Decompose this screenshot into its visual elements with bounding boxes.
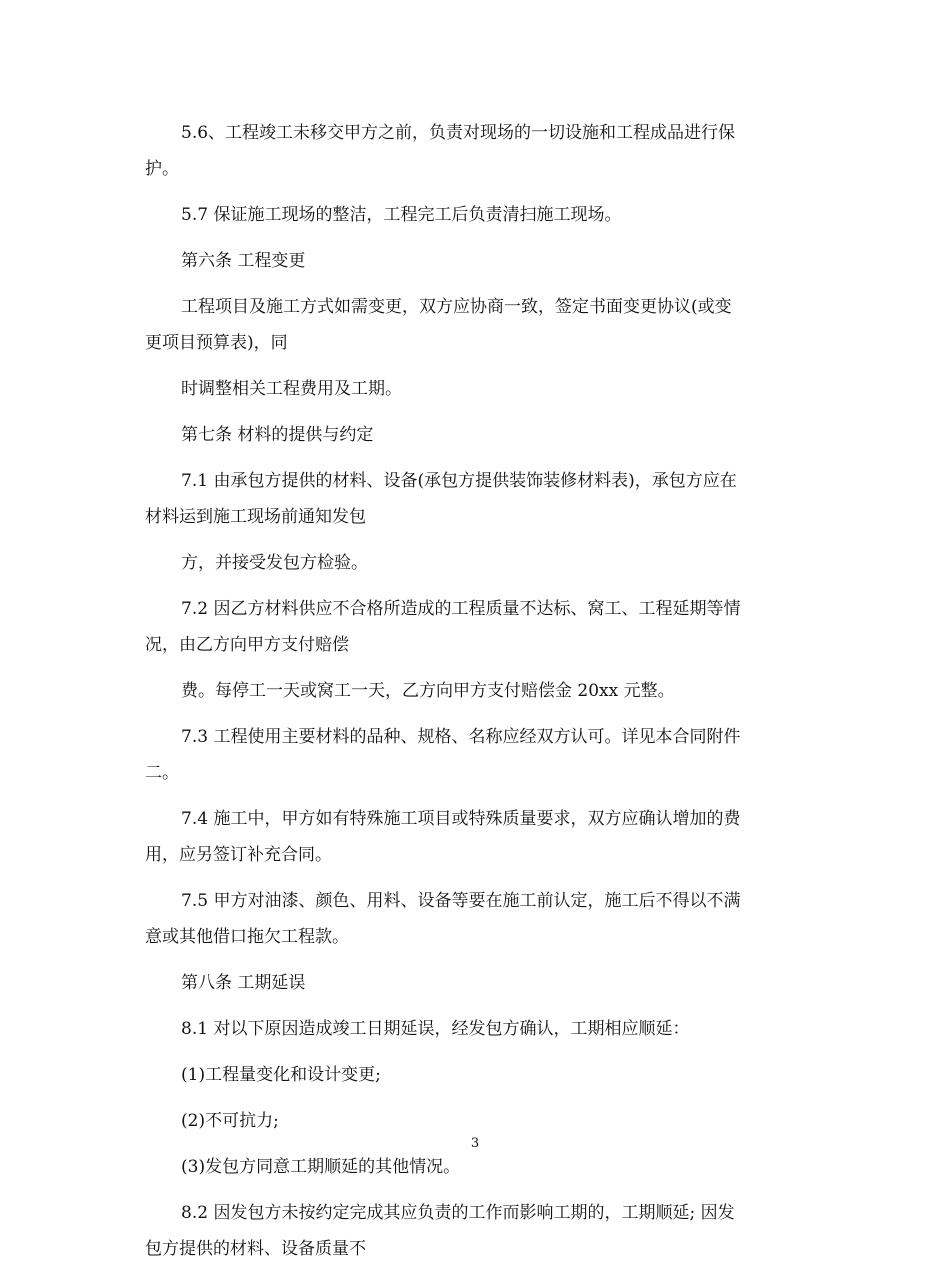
paragraph-7-1 (145, 463, 805, 535)
text-line: 护。 (145, 159, 179, 179)
text-line: 7.5 甲方对油漆、颜色、用料、设备等要在施工前认定，施工后不得以不满 (181, 891, 741, 911)
text-line: 用，应另签订补充合同。 (145, 845, 332, 865)
text-line: 8.1 对以下原因造成竣工日期延误，经发包方确认，工期相应顺延： (181, 1019, 690, 1039)
text-line: 5.7 保证施工现场的整洁，工程完工后负责清扫施工现场。 (181, 205, 622, 225)
paragraph-change-2 (145, 371, 805, 407)
text-line: 况，由乙方向甲方支付赔偿 (145, 635, 349, 655)
paragraph-7-4 (145, 801, 805, 873)
text-line: 工程项目及施工方式如需变更，双方应协商一致，签定书面变更协议(或变 (181, 297, 732, 317)
text-line: 第七条 材料的提供与约定 (181, 425, 374, 445)
text-line: (1)工程量变化和设计变更; (181, 1065, 381, 1085)
text-line: 5.6、工程竣工未移交甲方之前，负责对现场的一切设施和工程成品进行保 (181, 123, 736, 143)
text-line: 7.4 施工中，甲方如有特殊施工项目或特殊质量要求，双方应确认增加的费 (181, 809, 741, 829)
paragraph-7-3 (145, 719, 805, 791)
text-line: 第六条 工程变更 (181, 251, 306, 271)
text-line: 时调整相关工程费用及工期。 (181, 379, 402, 399)
text-line: 意或其他借口拖欠工程款。 (145, 927, 349, 947)
text-line: 第八条 工期延误 (181, 973, 306, 993)
text-line: 方，并接受发包方检验。 (181, 553, 368, 573)
document-body (145, 115, 805, 1277)
paragraph-8-1 (145, 1011, 805, 1047)
text-line: (2)不可抗力; (181, 1111, 279, 1131)
text-line: 7.2 因乙方材料供应不合格所造成的工程质量不达标、窝工、工程延期等情 (181, 599, 741, 619)
paragraph-7-5 (145, 883, 805, 955)
text-line: 费。每停工一天或窝工一天，乙方向甲方支付赔偿金 20xx 元整。 (181, 681, 675, 701)
text-line: 7.1 由承包方提供的材料、设备(承包方提供装饰装修材料表)，承包方应在 (181, 471, 737, 491)
text-line: 二。 (145, 763, 179, 783)
list-item-2 (145, 1103, 805, 1139)
text-line: 材料运到施工现场前通知发包 (145, 507, 366, 527)
paragraph-5-7 (145, 197, 805, 233)
list-item-1 (145, 1057, 805, 1093)
paragraph-7-1-cont (145, 545, 805, 581)
paragraph-7-2-cont (145, 673, 805, 709)
text-line: 8.2 因发包方未按约定完成其应负责的工作而影响工期的，工期顺延; 因发 (181, 1203, 735, 1223)
text-line: 包方提供的材料、设备质量不 (145, 1239, 366, 1259)
text-line: 更项目预算表)，同 (145, 333, 288, 353)
page-number: 3 (470, 1136, 480, 1151)
paragraph-change-1 (145, 289, 805, 361)
text-line: (3)发包方同意工期顺延的其他情况。 (181, 1157, 461, 1177)
paragraph-7-2 (145, 591, 805, 663)
section-heading-6 (145, 243, 805, 279)
list-item-3 (145, 1149, 805, 1185)
text-line: 7.3 工程使用主要材料的品种、规格、名称应经双方认可。详见本合同附件 (181, 727, 741, 747)
paragraph-8-2 (145, 1195, 805, 1267)
section-heading-8 (145, 965, 805, 1001)
section-heading-7 (145, 417, 805, 453)
paragraph-5-6 (145, 115, 805, 187)
